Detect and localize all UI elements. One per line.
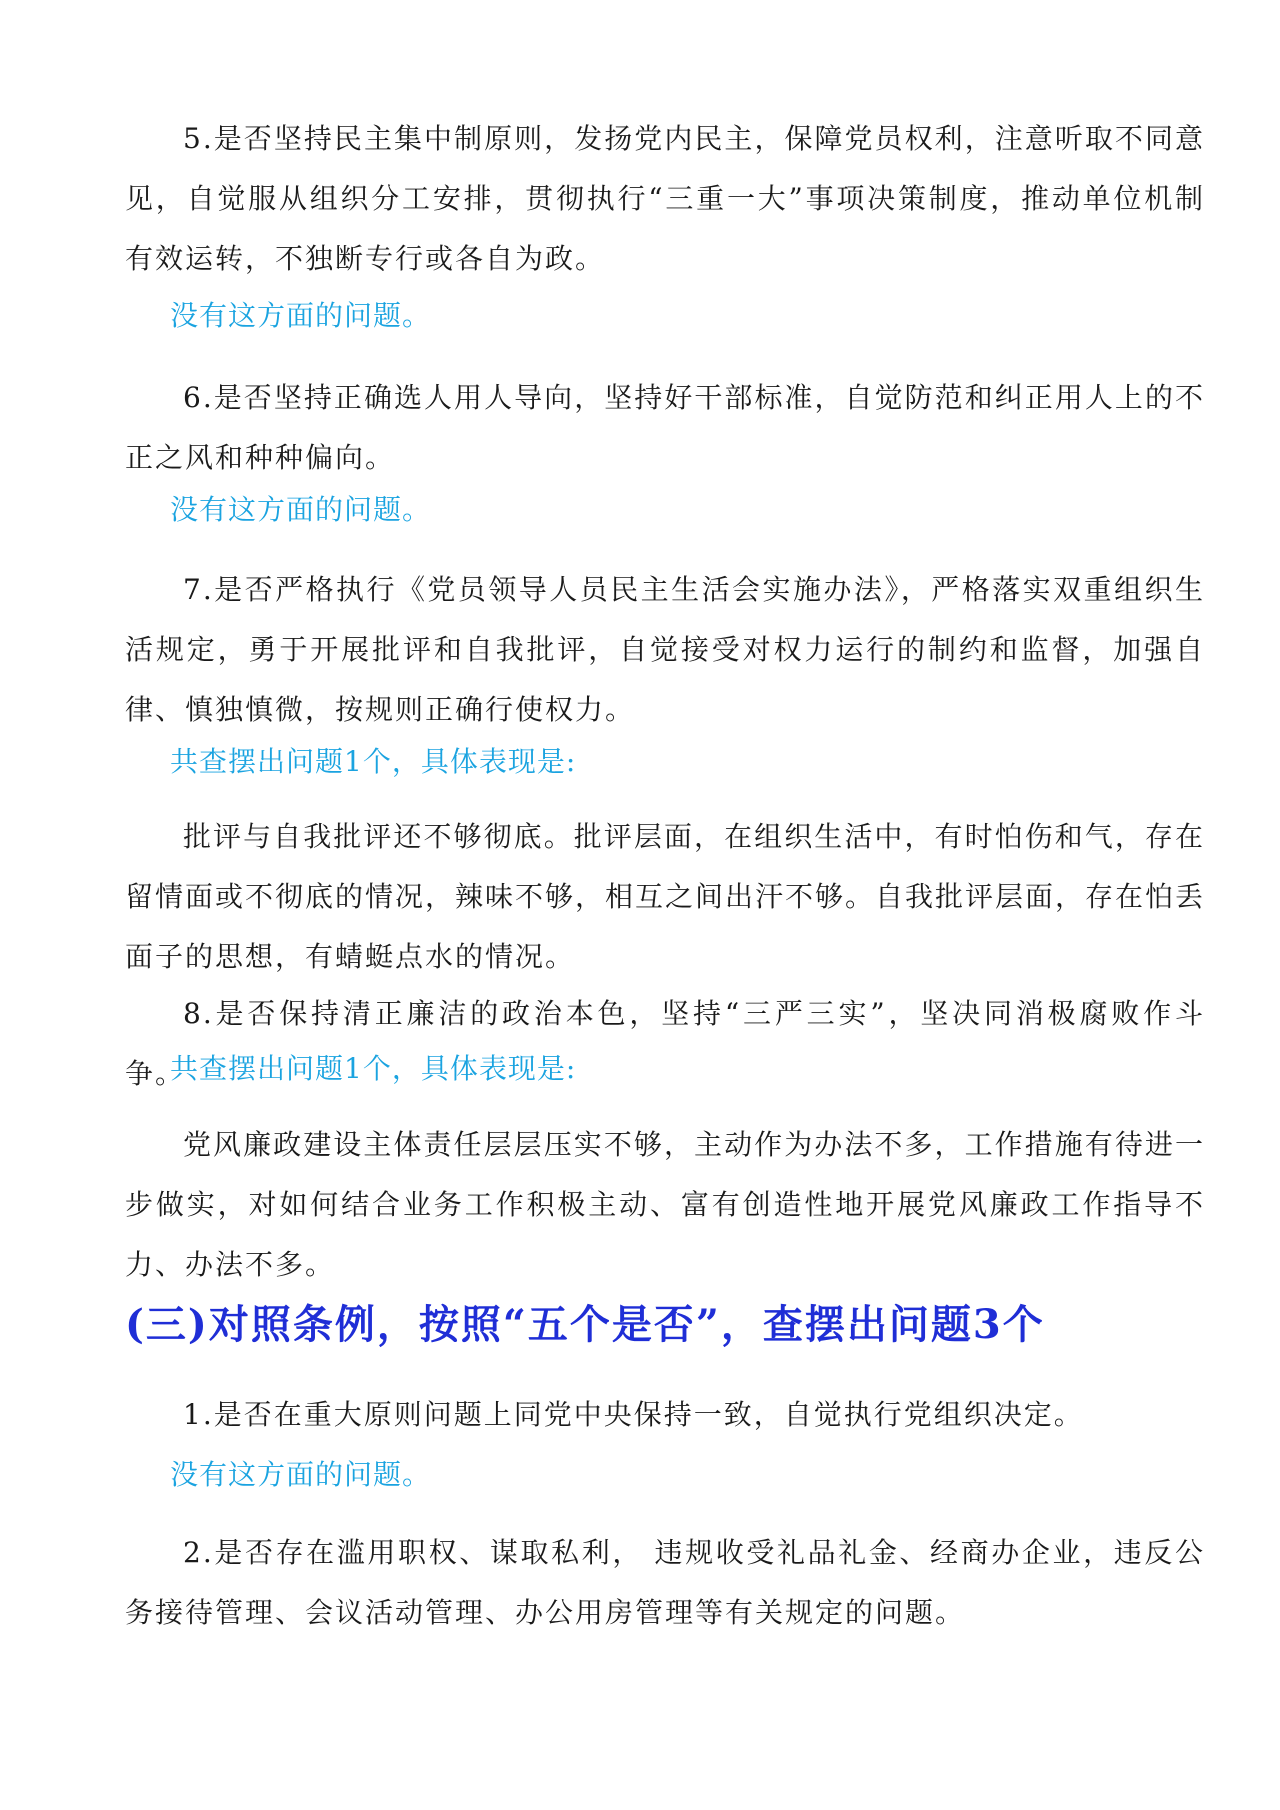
- section-3-item-1-answer: 没有这方面的问题。: [170, 1458, 432, 1491]
- section-3-heading: (三)对照条例，按照“五个是否”，查摆出问题3个: [125, 1301, 1045, 1348]
- item-7-paragraph: 7.是否严格执行《党员领导人员民主生活会实施办法》，严格落实双重组织生活规定，勇于开展批评和自我批评，自觉接受对权力运行的制约和监督，加强自律、慎独慎微，按规则正确行使权力。: [125, 573, 1205, 726]
- item-8-detail: 党风廉政建设主体责任层层压实不够，主动作为办法不多，工作措施有待进一步做实，对如何结合业务工作积极主动、富有创造性地开展党风廉政工作指导不力、办法不多。: [125, 1128, 1205, 1281]
- item-5-answer: 没有这方面的问题。: [170, 299, 432, 332]
- item-6-paragraph: 6.是否坚持正确选人用人导向，坚持好干部标准，自觉防范和纠正用人上的不正之风和种种偏向。: [125, 381, 1205, 474]
- item-8-paragraph: 8.是否保持清正廉洁的政治本色，坚持“三严三实”，坚决同消极腐败作斗争。: [125, 997, 1205, 1090]
- item-7-answer: 共查摆出问题1个，具体表现是:: [170, 745, 577, 778]
- item-5-paragraph: 5.是否坚持民主集中制原则，发扬党内民主，保障党员权利，注意听取不同意见，自觉服从组织分工安排，贯彻执行“三重一大”事项决策制度，推动单位机制有效运转，不独断专行或各自为政。: [125, 122, 1205, 275]
- item-6-answer: 没有这方面的问题。: [170, 493, 432, 526]
- section-3-item-1-paragraph: 1.是否在重大原则问题上同党中央保持一致，自觉执行党组织决定。: [183, 1398, 1084, 1431]
- item-8-answer: 共查摆出问题1个，具体表现是:: [170, 1052, 577, 1085]
- item-7-detail: 批评与自我批评还不够彻底。批评层面，在组织生活中，有时怕伤和气，存在留情面或不彻底的情况，辣味不够，相互之间出汗不够。自我批评层面，存在怕丢面子的思想，有蜻蜓点水的情况。: [125, 820, 1206, 973]
- section-3-item-2-paragraph: 2.是否存在滥用职权、谋取私利， 违规收受礼品礼金、经商办企业，违反公务接待管理、会议活动管理、办公用房管理等有关规定的问题。: [125, 1536, 1205, 1629]
